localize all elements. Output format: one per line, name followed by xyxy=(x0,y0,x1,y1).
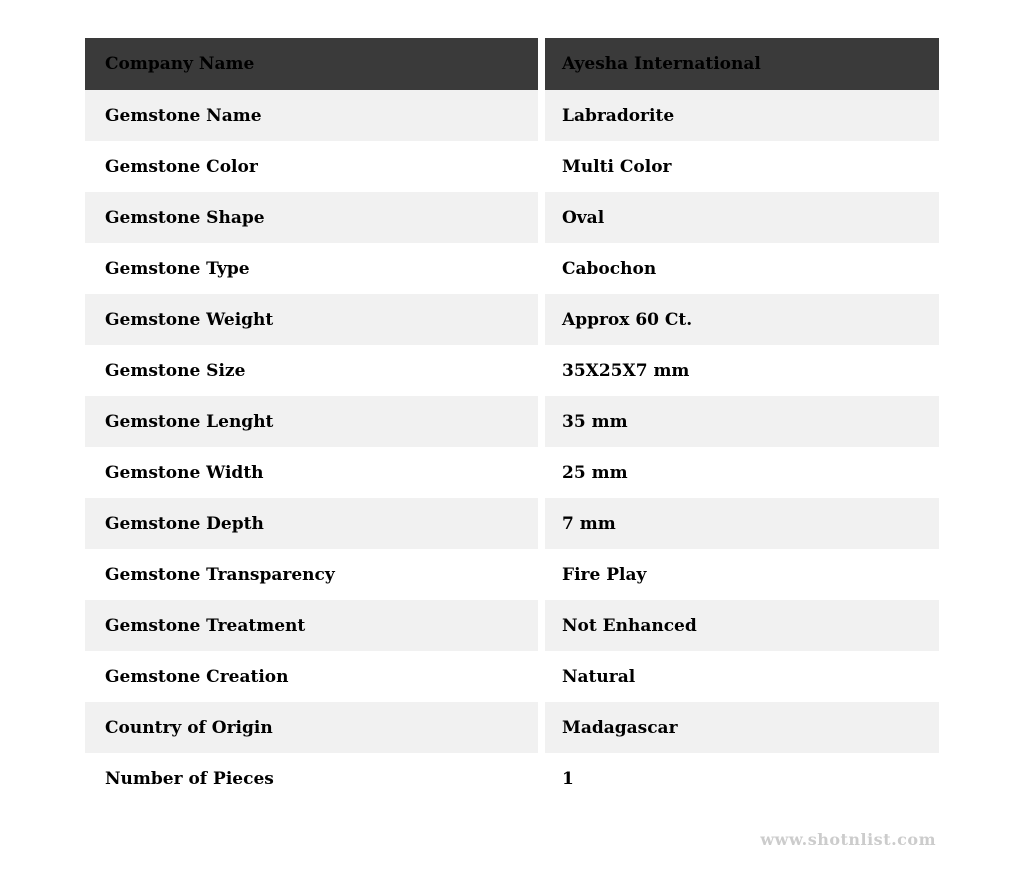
row-label-cell: Gemstone Transparency xyxy=(105,564,335,585)
row-label-cell: Gemstone Name xyxy=(105,105,262,126)
row-value-cell: Approx 60 Ct. xyxy=(538,294,939,345)
row-value-cell: 35X25X7 mm xyxy=(538,345,939,396)
row-label-cell: Gemstone Size xyxy=(105,360,246,381)
row-value-cell: 1 xyxy=(538,753,939,804)
row-value-cell: Madagascar xyxy=(538,702,939,753)
row-value-cell: Oval xyxy=(538,192,939,243)
table-row xyxy=(85,294,939,345)
table-row xyxy=(85,651,939,702)
row-label-cell: Gemstone Creation xyxy=(105,666,289,687)
row-value-cell: 7 mm xyxy=(538,498,939,549)
table-row xyxy=(85,753,939,804)
table-row xyxy=(85,141,939,192)
row-label-cell: Gemstone Color xyxy=(105,156,258,177)
row-value-cell: Fire Play xyxy=(538,549,939,600)
table-body xyxy=(85,90,939,804)
header-value-cell: Ayesha International xyxy=(538,38,939,90)
table-row xyxy=(85,600,939,651)
row-value-cell: Not Enhanced xyxy=(538,600,939,651)
table-row xyxy=(85,702,939,753)
row-label-cell: Gemstone Depth xyxy=(105,513,264,534)
table-row xyxy=(85,447,939,498)
row-label-cell: Country of Origin xyxy=(105,717,273,738)
table-row xyxy=(85,90,939,141)
row-value-cell: Labradorite xyxy=(538,90,939,141)
table-row xyxy=(85,243,939,294)
row-value-cell: Natural xyxy=(538,651,939,702)
row-value-cell: Cabochon xyxy=(538,243,939,294)
table-row xyxy=(85,549,939,600)
gemstone-spec-table xyxy=(85,38,939,804)
row-value-cell: 25 mm xyxy=(538,447,939,498)
row-label-cell: Gemstone Lenght xyxy=(105,411,274,432)
table-row xyxy=(85,498,939,549)
watermark-text: www.shotnlist.com xyxy=(760,830,936,849)
header-label-cell: Company Name xyxy=(105,54,255,74)
table-header-row xyxy=(85,38,939,90)
row-label-cell: Gemstone Width xyxy=(105,462,264,483)
row-label-cell: Gemstone Treatment xyxy=(105,615,306,636)
table-row xyxy=(85,192,939,243)
table-row xyxy=(85,396,939,447)
row-label-cell: Number of Pieces xyxy=(105,768,274,789)
row-label-cell: Gemstone Shape xyxy=(105,207,265,228)
row-value-cell: 35 mm xyxy=(538,396,939,447)
row-label-cell: Gemstone Weight xyxy=(105,309,274,330)
row-value-cell: Multi Color xyxy=(538,141,939,192)
table-row xyxy=(85,345,939,396)
row-label-cell: Gemstone Type xyxy=(105,258,250,279)
